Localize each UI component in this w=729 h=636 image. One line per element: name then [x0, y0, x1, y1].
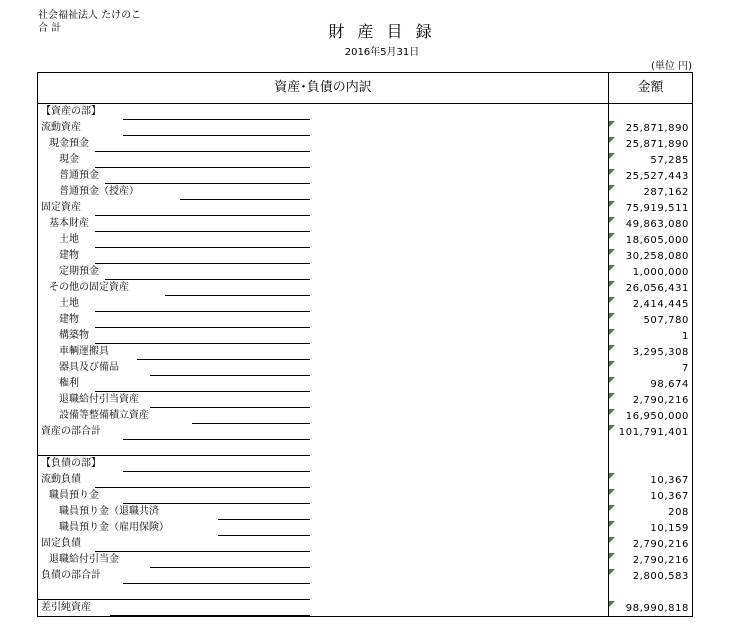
- column-header-breakdown: 資産･負債の内訳: [274, 80, 372, 95]
- row-label: 建物: [59, 314, 79, 325]
- report-date: 2016年5月31日: [344, 47, 420, 58]
- row-label: 土地: [59, 234, 79, 245]
- row-label: 職員預り金（雇用保険）: [59, 522, 169, 533]
- table-row: [38, 568, 692, 584]
- error-indicator-icon: [609, 201, 615, 207]
- table-row: [38, 600, 692, 616]
- organization-name: 社会福祉法人 たけのこ: [38, 10, 142, 21]
- column-header-amount: 金額: [637, 80, 664, 95]
- error-indicator-icon: [609, 313, 615, 319]
- table-row: [38, 440, 692, 456]
- row-label: 設備等整備積立資産: [59, 410, 149, 421]
- table-row: [38, 184, 692, 200]
- error-indicator-icon: [609, 121, 615, 127]
- table-row: [38, 392, 692, 408]
- error-indicator-icon: [609, 601, 615, 607]
- table-row: [38, 360, 692, 376]
- row-value: 1,000,000: [632, 267, 689, 278]
- row-label: 差引純資産: [41, 602, 91, 613]
- table-row: [38, 296, 692, 312]
- table-row: [38, 344, 692, 360]
- table-row: [38, 552, 692, 568]
- table-row: [38, 584, 692, 600]
- table-row: [38, 264, 692, 280]
- row-label: その他の固定資産: [49, 282, 129, 293]
- error-indicator-icon: [609, 361, 615, 367]
- table-row: [38, 232, 692, 248]
- error-indicator-icon: [609, 409, 615, 415]
- row-value: 2,790,216: [632, 395, 689, 406]
- error-indicator-icon: [609, 473, 615, 479]
- row-value: 16,950,000: [625, 411, 689, 422]
- table-row: [38, 216, 692, 232]
- row-value: 30,258,080: [625, 251, 689, 262]
- error-indicator-icon: [609, 393, 615, 399]
- table-row: [38, 120, 692, 136]
- error-indicator-icon: [609, 185, 615, 191]
- row-label: 基本財産: [49, 218, 89, 229]
- row-label: 流動資産: [41, 122, 81, 133]
- table-row: [38, 200, 692, 216]
- row-value: 2,414,445: [632, 299, 689, 310]
- error-indicator-icon: [609, 153, 615, 159]
- row-label: 定期預金: [59, 266, 99, 277]
- table-row: [38, 168, 692, 184]
- row-value: 10,159: [650, 523, 689, 534]
- row-value: 25,871,890: [625, 123, 689, 134]
- row-value: 3,295,308: [632, 347, 689, 358]
- table-row: [38, 312, 692, 328]
- row-label: 職員預り金（退職共済: [59, 506, 159, 517]
- table-row: [38, 472, 692, 488]
- error-indicator-icon: [609, 297, 615, 303]
- row-label: 普通預金: [59, 170, 99, 181]
- row-label: 流動負債: [41, 474, 81, 485]
- row-value: 2,790,216: [632, 555, 689, 566]
- table-row: [38, 104, 692, 120]
- row-underline: [110, 615, 310, 616]
- row-value: 10,367: [650, 491, 689, 502]
- row-label: 権利: [59, 378, 79, 389]
- row-label: 退職給付引当資産: [59, 394, 139, 405]
- table-row: [38, 424, 692, 440]
- row-label: 現金: [59, 154, 79, 165]
- document-title: 財 産 目 録: [328, 22, 436, 41]
- table-row: [38, 248, 692, 264]
- unit-label: (単位 円): [651, 61, 692, 72]
- error-indicator-icon: [609, 281, 615, 287]
- row-label: 建物: [59, 250, 79, 261]
- table-header: [38, 73, 692, 104]
- error-indicator-icon: [609, 169, 615, 175]
- row-label: 退職給付引当金: [49, 554, 119, 565]
- row-label: 構築物: [59, 330, 89, 341]
- row-label: 器具及び備品: [59, 362, 119, 373]
- row-value: 25,871,890: [625, 139, 689, 150]
- row-value: 25,527,443: [625, 171, 689, 182]
- report-scope: 合 計: [38, 23, 62, 34]
- row-label: 【資産の部】: [41, 106, 101, 117]
- row-value: 26,056,431: [625, 283, 689, 294]
- error-indicator-icon: [609, 505, 615, 511]
- table-row: [38, 328, 692, 344]
- table-row: [38, 136, 692, 152]
- row-value: 49,863,080: [625, 219, 689, 230]
- table-row: [38, 536, 692, 552]
- row-label: 車輌運搬具: [59, 346, 109, 357]
- table-row: [38, 280, 692, 296]
- error-indicator-icon: [609, 233, 615, 239]
- error-indicator-icon: [609, 249, 615, 255]
- row-value: 10,367: [650, 475, 689, 486]
- row-value: 2,790,216: [632, 539, 689, 550]
- table-row: [38, 152, 692, 168]
- row-value: 208: [668, 507, 689, 518]
- table-row: [38, 456, 692, 472]
- error-indicator-icon: [609, 489, 615, 495]
- row-value: 18,605,000: [625, 235, 689, 246]
- error-indicator-icon: [609, 329, 615, 335]
- row-label: 【負債の部】: [41, 458, 101, 469]
- error-indicator-icon: [609, 425, 615, 431]
- row-label: 負債の部合計: [41, 570, 101, 581]
- row-value: 1: [682, 331, 689, 342]
- row-label: 固定資産: [41, 202, 81, 213]
- row-label: 固定負債: [41, 538, 81, 549]
- table-body: [38, 104, 692, 616]
- error-indicator-icon: [609, 345, 615, 351]
- row-label: 資産の部合計: [41, 426, 101, 437]
- row-value: 57,285: [650, 155, 689, 166]
- row-value: 98,990,818: [625, 603, 689, 614]
- error-indicator-icon: [609, 137, 615, 143]
- table-row: [38, 520, 692, 536]
- table-row: [38, 376, 692, 392]
- table-row: [38, 504, 692, 520]
- row-value: 507,780: [643, 315, 689, 326]
- error-indicator-icon: [609, 537, 615, 543]
- row-value: 2,800,583: [632, 571, 689, 582]
- error-indicator-icon: [609, 377, 615, 383]
- error-indicator-icon: [609, 569, 615, 575]
- table-row: [38, 408, 692, 424]
- error-indicator-icon: [609, 265, 615, 271]
- row-label: 普通預金（授産）: [59, 186, 139, 197]
- error-indicator-icon: [609, 217, 615, 223]
- row-value: 101,791,401: [618, 427, 689, 438]
- row-label: 土地: [59, 298, 79, 309]
- error-indicator-icon: [609, 521, 615, 527]
- row-label: 職員預り金: [49, 490, 99, 501]
- table-row: [38, 488, 692, 504]
- row-value: 98,674: [650, 379, 689, 390]
- row-value: 7: [682, 363, 689, 374]
- row-value: 75,919,511: [625, 203, 689, 214]
- error-indicator-icon: [609, 553, 615, 559]
- row-value: 287,162: [643, 187, 689, 198]
- row-label: 現金預金: [49, 138, 89, 149]
- inventory-table: [37, 72, 693, 617]
